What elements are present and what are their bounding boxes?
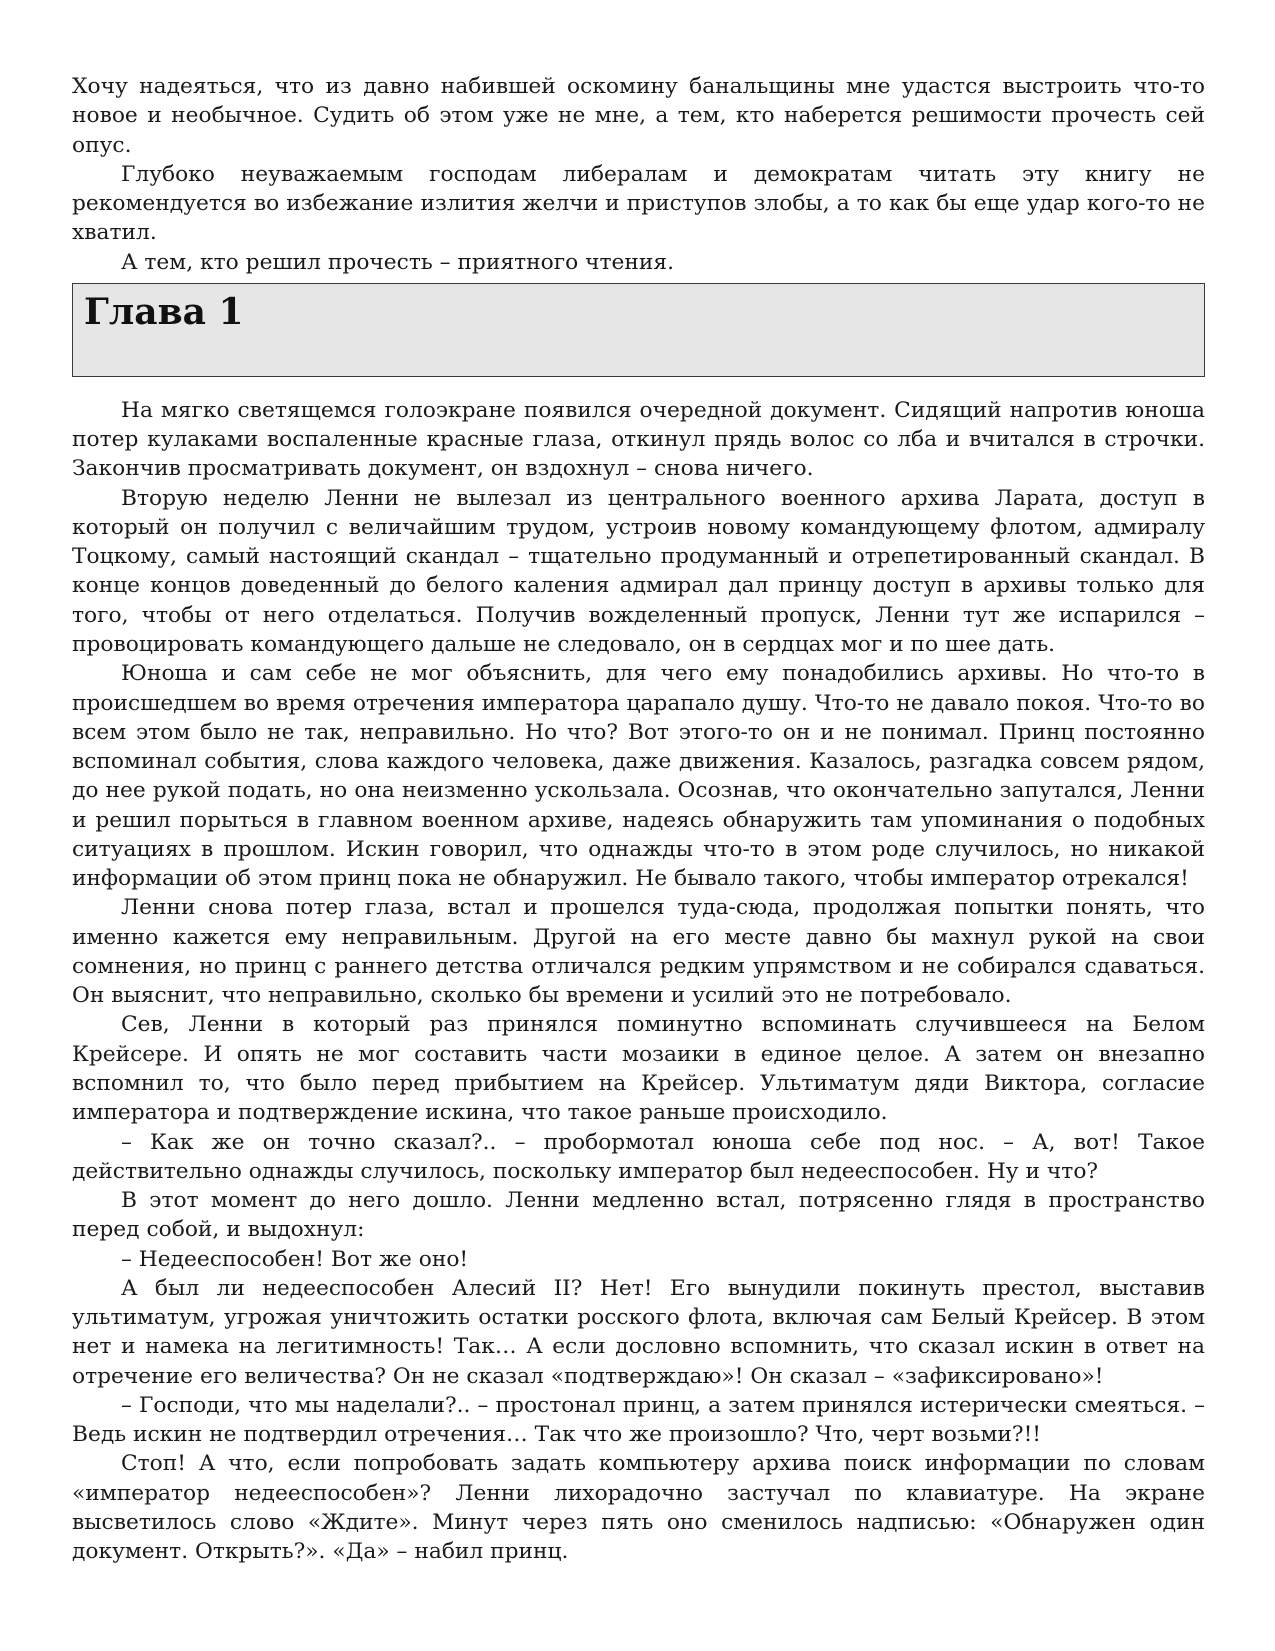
chapter-paragraph-8: – Недееспособен! Вот же оно! [121, 1246, 469, 1272]
chapter-paragraph-4: Ленни снова потер глаза, встал и прошелся туда-сюда, продолжая попытки понять, что именно кажется ему неправильным. Другой на его месте давно бы махнул рукой на свои сомнения, но принц с раннего детства отличался редким упрямством и не собирался сдаваться. Он выяснит, что неправильно, сколько бы времени и усилий это не потребовало. [72, 895, 1205, 1009]
chapter-paragraph-10: – Господи, что мы наделали?.. – простонал принц, а затем принялся истерически смеяться. – Ведь искин не подтвердил отречения… Так что же произошло? Что, черт возьми?!! [72, 1392, 1205, 1448]
intro-paragraph-1: Хочу надеяться, что из давно набившей оскомину банальщины мне удастся выстроить что-то новое и необычное. Судить об этом уже не мне, а тем, кто наберется решимости прочесть сей опус. [72, 74, 1205, 158]
chapter-paragraph-2: Вторую неделю Ленни не вылезал из центрального военного архива Ларата, доступ в который он получил с величайшим трудом, устроив новому командующему флотом, адмиралу Тоцкому, самый настоящий скандал – тщательно продуманный и отрепетированный скандал. В конце концов доведенный до белого каления адмирал дал принцу доступ в архивы только для того, чтобы от него отделаться. Получив вожделенный пропуск, Ленни тут же испарился – провоцировать командующего дальше не следовало, он в сердцах мог и по шее дать. [72, 485, 1205, 657]
intro-paragraph-2: Глубоко неуважаемым господам либералам и демократам читать эту книгу не рекомендуется во избежание излития желчи и приступов злобы, а то как бы еще удар кого-то не хватил. [72, 161, 1205, 246]
chapter-title: Глава 1 [84, 290, 244, 333]
chapter-paragraph-7: В этот момент до него дошло. Ленни медленно встал, потрясенно глядя в пространство перед собой, и выдохнул: [72, 1188, 1205, 1243]
chapter-paragraph-9: А был ли недееспособен Алесий II? Нет! Его вынудили покинуть престол, выставив ультиматум, угрожая уничтожить остатки росского флота, включая сам Белый Крейсер. В этом нет и намека на легитимность! Так… А если дословно вспомнить, что сказал искин в ответ на отречение его величества? Он не сказал «подтверждаю»! Он сказал – «зафиксировано»! [72, 1275, 1205, 1389]
chapter-paragraph-1: На мягко светящемся голоэкране появился очередной документ. Сидящий напротив юноша потер кулаками воспаленные красные глаза, откинул прядь волос со лба и вчитался в строчки. Закончив просматривать документ, он вздохнул – снова ничего. [72, 397, 1205, 482]
document-page [72, 72, 1205, 1566]
chapter-paragraph-3: Юноша и сам себе не мог объяснить, для чего ему понадобились архивы. Но что-то в происшедшем во время отречения императора царапало душу. Что-то не давало покоя. Что-то во всем этом было не так, неправильно. Но что? Вот этого-то он и не понимал. Принц постоянно вспоминал события, слова каждого человека, даже движения. Казалось, разгадка совсем рядом, до нее рукой подать, но она неизменно ускользала. Осознав, что окончательно запутался, Ленни и решил порыться в главном военном архиве, надеясь обнаружить там упоминания о подобных ситуациях в прошлом. Искин говорил, что однажды что-то в этом роде случилось, но никакой информации об этом принц пока не обнаружил. Не бывало такого, чтобы император отрекался! [72, 661, 1205, 892]
chapter-paragraph-5: Сев, Ленни в который раз принялся поминутно вспоминать случившееся на Белом Крейсере. И опять не мог составить части мозаики в единое целое. А затем он внезапно вспомнил то, что было перед прибытием на Крейсер. Ультиматум дяди Виктора, согласие императора и подтверждение искина, что такое раньше происходило. [72, 1012, 1205, 1126]
chapter-paragraph-6: – Как же он точно сказал?.. – пробормотал юноша себе под нос. – А, вот! Такое действительно однажды случилось, поскольку император был недееспособен. Ну и что? [72, 1129, 1205, 1184]
chapter-heading-box [72, 283, 1205, 377]
intro-paragraph-3: А тем, кто решил прочесть – приятного чтения. [121, 249, 675, 275]
chapter-paragraph-11: Стоп! А что, если попробовать задать компьютеру архива поиск информации по словам «император недееспособен»? Ленни лихорадочно застучал по клавиатуре. На экране высветилось слово «Ждите». Минут через пять оно сменилось надписью: «Обнаружен один документ. Открыть?». «Да» – набил принц. [72, 1451, 1205, 1565]
